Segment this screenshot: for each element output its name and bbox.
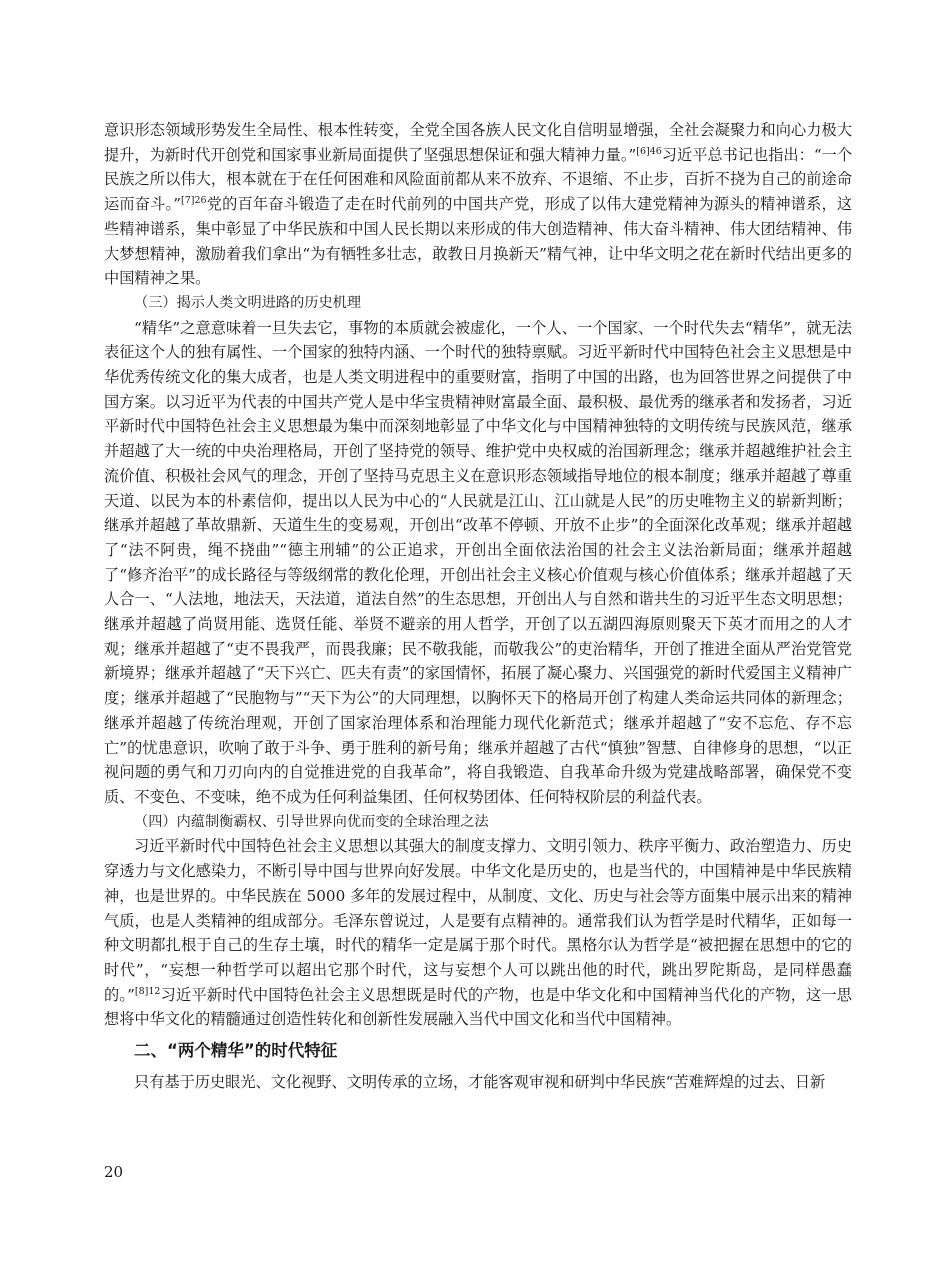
text-run: 习近平新时代中国特色社会主义思想以其强大的制度支撑力、文明引领力、秩序平衡力、政治塑造力、历史穿透力与文化感染力，不断引导中国与世界向好发展。中华文化是历史的，也是当代的，中国精神是中华民族精神，也是世界的。中华民族在 5000 多年的发展过程中，从制度、文化、历史与社会等方面集中展示出来的精神气质，也是人类精神的组成部分。毛泽东曾说过，人是要有点精神的。通常我们认为哲学是时代精华，正如每一种文明都扎根于自己的生存土壤，时代的精华一定是属于那个时代。黑格尔认为哲学是“被把握在思想中的它的时代”，“妄想一种哲学可以超出它那个时代，这与妄想个人可以跳出他的时代，跳出罗陀斯岛，是同样愚蠢的。” [104, 837, 852, 1004]
paragraph-4: 只有基于历史眼光、文化视野、文明传承的立场，才能客观审视和研判中华民族“苦难辉煌的过去、日新 [134, 1073, 826, 1092]
text-run: 党的百年奋斗锻造了走在时代前列的中国共产党，形成了以伟大建党精神为源头的精神谱系，这些精神谱系，集中彰显了中华民族和中国人民长期以来形成的伟大创造精神、伟大奋斗精神、伟大团结精神、伟大梦想精神，激励着我们拿出“为有牺牲多壮志，敢教日月换新天”精气神，让中华文明之花在新时代结出更多的中国精神之果。 [104, 195, 853, 288]
paragraph-3 [104, 834, 852, 1032]
article-body [104, 118, 852, 1095]
paragraph-1 [104, 118, 852, 291]
text-run: 习近平总书记也指出：“一个民族之所以伟大，根本就在于在任何困难和风险面前都从来不放弃、不退缩、不止步，百折不挠为自己的前途命运而奋斗。” [104, 145, 853, 214]
text-run: 习近平新时代中国特色社会主义思想既是时代的产物，也是中华文化和中国精神当代化的产物，这一思想将中华文化的精髓通过创造性转化和创新性发展融入当代中国文化和当代中国精神。 [104, 985, 852, 1029]
citation: [7]26 [181, 195, 207, 207]
subheading-4: （四）内蕴制衡霸权、引导世界向优而变的全球治理之法 [134, 813, 489, 830]
paragraph-2: “精华”之意意味着一旦失去它，事物的本质就会被虚化，一个人、一个国家、一个时代失去“精华”，就无法表征这个人的独有属性、一个国家的独特内涵、一个时代的独特禀赋。习近平新时代中国特色社会主义思想是中华优秀传统文化的集大成者，也是人类文明进程中的重要财富，指明了中国的出路，也为回答世界之问提供了中国方案。以习近平为代表的中国共产党人是中华宝贵精神财富最全面、最积极、最优秀的继承者和发扬者，习近平新时代中国特色社会主义思想最为集中而深刻地彰显了中华文化与中国精神独特的文明传统与民族风范，继承并超越了大一统的中央治理格局，开创了坚持党的领导、维护党中央权威的治国新理念；继承并超越维护社会主流价值、积极社会风气的理念，开创了坚持马克思主义在意识形态领域指导地位的根本制度；继承并超越了尊重天道、以民为本的朴素信仰，提出以人民为中心的“人民就是江山、江山就是人民”的历史唯物主义的崭新判断；继承并超越了革故鼎新、天道生生的变易观，开创出“改革不停顿、开放不止步”的全面深化改革观；继承并超越了“法不阿贵，绳不挠曲”“德主刑辅”的公正追求，开创出全面依法治国的社会主义法治新局面；继承并超越了“修齐治平”的成长路径与等级纲常的教化伦理，开创出社会主义核心价值观与核心价值体系；继承并超越了天人合一、“人法地，地法天，天法道，道法自然”的生态思想，开创出人与自然和谐共生的习近平生态文明思想；继承并超越了尚贤用能、选贤任能、举贤不避亲的用人哲学，开创了以五湖四海原则聚天下英才而用之的人才观；继承并超越了“吏不畏我严，而畏我廉；民不敬我能，而敬我公”的吏治精华，开创了推进全面从严治党管党新境界；继承并超越了“天下兴亡、匹夫有责”的家国情怀，拓展了凝心聚力、兴国强党的新时代爱国主义精神广度；继承并超越了“民胞物与”“天下为公”的大同理想，以胸怀天下的格局开创了构建人类命运共同体的新理念；继承并超越了传统治理观，开创了国家治理体系和治理能力现代化新范式；继承并超越了“安不忘危、存不忘亡”的忧患意识，吹响了敢于斗争、勇于胜利的新号角；继承并超越了古代“慎独”智慧、自律修身的思想，“以正视问题的勇气和刀刃向内的自觉推进党的自我革命”，将自我锻造、自我革命升级为党建战略部署，确保党不变质、不变色、不变味，绝不成为任何利益集团、任何权势团体、任何特权阶层的利益代表。 [104, 318, 852, 806]
citation: [6]46 [636, 145, 662, 157]
citation: [8]12 [134, 985, 161, 997]
text-run: 意识形态领域形势发生全局性、根本性转变，全党全国各族人民文化自信明显增强，全社会凝聚力和向心力极大提升，为新时代开创党和国家事业新局面提供了坚强思想保证和强大精神力量。” [104, 121, 852, 164]
page-number: 20 [104, 1163, 124, 1181]
subheading-3: （三）揭示人类文明进路的历史机理 [134, 294, 362, 311]
section-title: 二、“两个精华”的时代特征 [134, 1041, 338, 1061]
